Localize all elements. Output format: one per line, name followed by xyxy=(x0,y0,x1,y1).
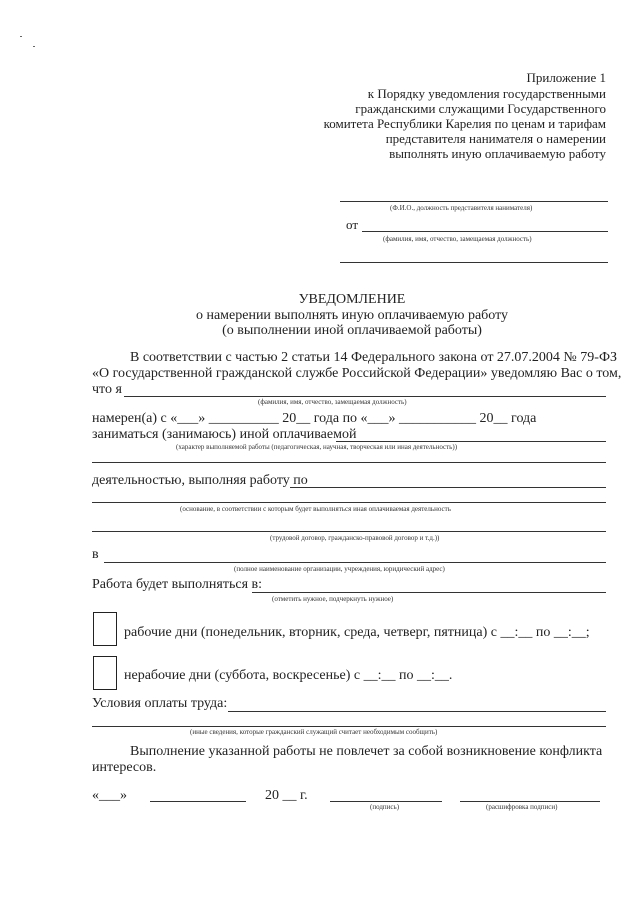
weekends-checkbox[interactable] xyxy=(93,656,117,690)
sender-line-2 xyxy=(340,262,608,263)
work-place-line: Работа будет выполняться в: xyxy=(92,577,263,592)
document-subtitle-2: (о выполнении иной оплачиваемой работы) xyxy=(222,323,482,338)
organization-line xyxy=(104,562,606,563)
order-line: выполнять иную оплачиваемую работу xyxy=(389,146,606,161)
contract-line xyxy=(92,531,606,532)
date-year: 20 __ г. xyxy=(265,788,308,803)
paragraph-line: что я xyxy=(92,382,122,397)
sender-caption: (фамилия, имя, отчество, замещаемая должность) xyxy=(383,235,532,243)
work-kind-line xyxy=(92,462,606,463)
weekdays-checkbox[interactable] xyxy=(93,612,117,646)
document-subtitle: о намерении выполнять иную оплачиваемую работу xyxy=(195,308,509,323)
scan-speck xyxy=(33,46,35,47)
date-day: «___» xyxy=(92,788,127,803)
work-kind-caption: (характер выполняемой работы (педагогическая, научная, творческая или иная деятельность)) xyxy=(176,443,458,451)
paragraph-line: «О государственной гражданской службе Российской Федерации» уведомляю Вас о том, xyxy=(92,366,622,381)
decode-caption: (расшифровка подписи) xyxy=(486,803,558,811)
in-label: в xyxy=(92,547,99,562)
weekdays-option: рабочие дни (понедельник, вторник, среда, четверг, пятница) с __:__ по __:__; xyxy=(124,625,590,640)
fio-caption: (фамилия, имя, отчество, замещаемая должность) xyxy=(258,398,407,406)
weekends-option: нерабочие дни (суббота, воскресенье) с __:__ по __:__. xyxy=(124,668,453,683)
decode-line xyxy=(460,801,600,802)
date-month-line xyxy=(150,801,246,802)
conflict-line: Выполнение указанной работы не повлечет за собой возникновение конфликта xyxy=(130,744,603,759)
work-place-underline xyxy=(252,592,606,593)
order-line: комитета Республики Карелия по ценам и тарифам xyxy=(323,116,606,131)
pay-terms-line: Условия оплаты труда: xyxy=(92,696,228,711)
other-info-caption: (иные сведения, которые гражданский служащий считает необходимым сообщить) xyxy=(190,728,438,736)
appendix-label: Приложение 1 xyxy=(526,70,606,85)
order-line: гражданскими служащими Государственного xyxy=(355,101,606,116)
activity-line: деятельностью, выполняя работу по xyxy=(92,473,308,488)
signature-caption: (подпись) xyxy=(370,803,400,811)
activity-underline xyxy=(290,487,606,488)
signature-line xyxy=(330,801,442,802)
scan-speck xyxy=(20,36,22,37)
period-line: намерен(а) с «___» __________ 20__ года по «___» ___________ 20__ года xyxy=(92,411,537,426)
other-info-line xyxy=(92,726,606,727)
fio-line xyxy=(124,396,606,397)
conflict-line-2: интересов. xyxy=(92,760,157,775)
pay-terms-underline xyxy=(228,711,606,712)
representative-line xyxy=(340,201,608,202)
from-label: от xyxy=(346,217,359,232)
document-title: УВЕДОМЛЕНИЕ xyxy=(298,292,406,307)
order-line: представителя нанимателя о намерении xyxy=(385,131,606,146)
mark-caption: (отметить нужное, подчеркнуть нужное) xyxy=(272,595,394,603)
sender-line xyxy=(362,231,608,232)
basis-caption: (основание, в соответствии с которым будет выполняться иная оплачиваемая деятельность xyxy=(180,505,451,513)
engage-line: заниматься (занимаюсь) иной оплачиваемой xyxy=(92,427,357,442)
representative-caption: (Ф.И.О., должность представителя нанимателя) xyxy=(390,204,533,212)
basis-line xyxy=(92,502,606,503)
contract-caption: (трудовой договор, гражданско-правовой договор и т.д.)) xyxy=(270,534,440,542)
order-line: к Порядку уведомления государственными xyxy=(367,86,606,101)
organization-caption: (полное наименование организации, учреждения, юридический адрес) xyxy=(234,565,445,573)
engage-underline xyxy=(336,441,606,442)
paragraph-line: В соответствии с частью 2 статьи 14 Федерального закона от 27.07.2004 № 79-ФЗ xyxy=(130,350,618,365)
